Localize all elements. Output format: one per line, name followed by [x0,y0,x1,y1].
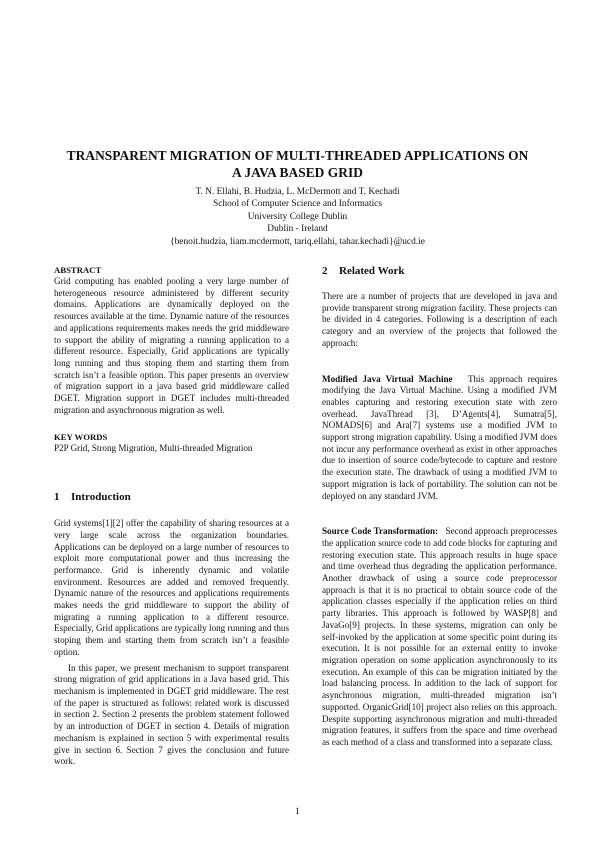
title-line-2: A JAVA BASED GRID [232,165,363,180]
affiliation-university: University College Dublin [247,211,348,222]
left-column [54,265,289,768]
source-code-transformation-paragraph [322,526,557,748]
paper-title [40,147,555,181]
abstract-heading: ABSTRACT [54,265,102,275]
affiliation-school: School of Computer Science and Informatics [213,199,382,210]
author-names: T. N. Ellahi, B. Hudzia, L. McDermott and T. Kechadi [195,187,400,197]
section-2-title: Related Work [339,265,405,277]
keywords-heading: KEY WORDS [54,432,108,443]
right-column [322,265,557,749]
source-code-transformation-text: Second approach preprocesses the application source code to add code blocks for capturing and restoring execution state. This approach results in huge space and time overhead thus degrading the application performance. Another drawback of using a source code preprocessor approach is that it is no practical to obtain source code of the application classes especially if the application relies on third party libraries. This approach is followed by WASP[8] and JavaGo[9] projects. In these systems, migration can only be self-invoked by the application at some specific point during its execution. It is not possible for an external entity to invoke migration operation on some application asynchronously to its execution. An example of this can be migration initiated by the load balancing process. In addition to the lack of support for asynchronous migration, multi-threaded migration isn’t supported. OrganicGrid[10] project also relies on this approach. Despite supporting asynchronous migration and multi-threaded migration features, it suffers from the space and time overhead as each method of a class and transformed into a separate class. [322,526,558,747]
modified-jvm-paragraph [322,374,557,503]
keywords-text: P2P Grid, Strong Migration, Multi-threaded Migration [54,443,253,454]
source-code-transformation-heading: Source Code Transformation: [322,526,439,537]
section-1-paragraph-2: In this paper, we present mechanism to support transparent strong migration of grid applications in a Java based grid. This mechanism is implemented in DGET grid middleware. The rest of the paper is structured as follows: related work is discussed in section 2. Section 2 presents the problem statement followed by an introduction of DGET in section 4. Details of migration mechanism is explained in section 5 with experimental results give in section 6. Section 7 gives the conclusion and future work. [54,662,289,767]
section-2-paragraph-1: There are a number of projects that are developed in java and provide transparent strong migration facility. These projects can be divided in 4 categories. Following is a description of each category and an overview of the projects that followed the approach: [322,291,557,348]
affiliation-location: Dublin - Ireland [267,224,328,235]
author-block [40,186,555,248]
abstract-text: Grid computing has enabled pooling a very large number of heterogeneous resource administered by different security domains. Applications are dynamically deployed on the resources available at the time. Dynamic nature of the resources and applications requirements makes needs the grid middleware to support the ability of migrating a running application to a different resource. Especially, Grid applications are typically long running and thus stoping them and starting them from scratch isn’t a feasible option. This paper presents an overview of migration support in a java based grid middleware called DGET. Migration support in DGET includes multi-threaded migration and asynchronous migration as well. [54,276,289,415]
title-line-1: TRANSPARENT MIGRATION OF MULTI-THREADED APPLICATIONS ON [66,148,529,163]
modified-jvm-heading: Modified Java Virtual Machine [322,373,453,384]
section-2-heading [322,265,557,278]
page-number: 1 [295,807,300,817]
section-1-number: 1 [54,491,60,504]
section-1-heading [54,491,289,504]
section-1-paragraph-1: Grid systems[1][2] offer the capability of sharing resources at a very large scale across the organization boundaries. Applications can be deployed on a large number of resources to exploit more computational power and thus increasing the performance. Grid is inherently dynamic and volatile environment. Resources are added and removed frequently. Dynamic nature of the resources and applications requirements makes needs the grid middleware to support the ability of migrating a running application to a different resource. Especially, Grid applications are typically long running and thus stoping them and starting them from scratch isn’t a feasible option. [54,518,289,657]
section-2-number: 2 [322,265,328,277]
modified-jvm-text: This approach requires modifying the Java Virtual Machine. Using a modified JVM enables capturing and restoring execution state with zero overhead. JavaThread [3], D’Agents[4], Sumatra[5], NOMADS[6] and Ara[7] systems use a modified JVM to support strong migration capability. Using a modified JVM does not incur any performance overhead as exist in other approaches due to insertion of source code/bytecode to capture and restore the execution state. The drawback of using a modified JVM to support migration is lack of portability. The solution can not be deployed on any standard JVM. [322,373,557,501]
author-emails: {benoit.hudzia, liam.mcdermott, tariq.ellahi, tahar.kechadi}@ucd.ie [170,236,425,247]
section-1-title: Introduction [71,491,131,504]
